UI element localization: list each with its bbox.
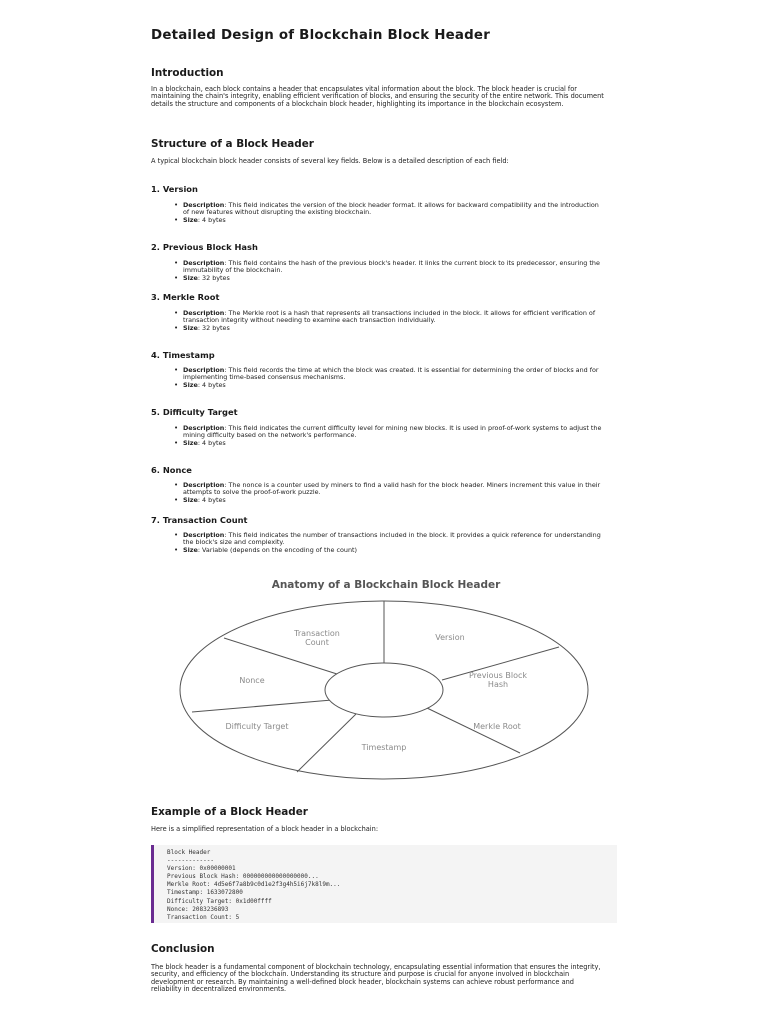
size-label: Size [183, 380, 198, 389]
size-value: 4 bytes [202, 215, 226, 224]
field-title-transaction-count: 7. Transaction Count [151, 515, 248, 525]
diagram-segment-label: Difficulty Target [225, 722, 289, 731]
code-line: Block Header [167, 849, 211, 856]
diagram-center [325, 663, 443, 717]
size-label: Size [183, 545, 198, 554]
code-line: Merkle Root: 4d5e6f7a8b9c0d1e2f3g4h5i6j7k8l9m... [167, 881, 341, 889]
code-line: Version: 0x00000001 [167, 865, 236, 873]
field-list-timestamp [174, 367, 604, 389]
diagram-spoke [297, 714, 356, 772]
desc-label: Description [183, 259, 225, 267]
field-desc-item: • Description: The Merkle root is a hash that represents all transactions included in the block. It allows for efficient verification of transaction integrity without needing to examine each transaction individually. [174, 310, 604, 325]
diagram-title: Anatomy of a Blockchain Block Header [271, 579, 501, 591]
field-size-item: • Size: 4 bytes [174, 497, 604, 504]
intro-heading: Introduction [151, 67, 224, 79]
intro-text: In a blockchain, each block contains a header that encapsulates vital information about the block. The block header is crucial for maintaining the chain's integrity, enabling efficient verification of blocks, and ensuring the security of the entire network. This document details the structure and components of a blockchain block header, highlighting its importance in the blockchain ecosystem. [151, 85, 604, 108]
code-block [151, 845, 617, 923]
desc-text: This field indicates the version of the block header format. It allows for backward compatibility and the introduction of new features without disrupting the existing blockchain. [183, 201, 599, 217]
desc-text: This field indicates the number of transactions included in the block. It provides a quick reference for understanding the block's size and complexity. [183, 531, 601, 547]
diagram-segment-label: Nonce [239, 676, 265, 685]
code-line: Transaction Count: 5 [167, 913, 240, 921]
field-title-timestamp: 4. Timestamp [151, 350, 215, 360]
field-title-nonce: 6. Nonce [151, 465, 192, 475]
code-text [154, 845, 617, 922]
page-title: Detailed Design of Blockchain Block Header [151, 28, 490, 43]
size-value: 4 bytes [202, 495, 226, 504]
field-list-nonce [174, 482, 604, 504]
field-size-item: • Size: 4 bytes [174, 217, 604, 224]
diagram-segment-label: Merkle Root [473, 722, 521, 731]
size-value: Variable (depends on the encoding of the count) [202, 545, 358, 554]
size-value: 32 bytes [202, 323, 230, 332]
field-desc-item: • Description: This field indicates the current difficulty level for mining new blocks. It is used in proof-of-work systems to adjust the mining difficulty based on the network's performance. [174, 425, 604, 440]
desc-text: This field contains the hash of the previous block's header. It links the current block to its predecessor, ensuring the immutability of the blockchain. [183, 259, 600, 275]
code-line: Timestamp: 1633072800 [167, 889, 243, 897]
block-header-diagram [171, 572, 601, 792]
size-label: Size [183, 323, 198, 332]
field-size-item: • Size: 32 bytes [174, 275, 604, 282]
field-title-version: 1. Version [151, 184, 198, 194]
code-line: Nonce: 2083236893 [167, 905, 229, 913]
desc-label: Description [183, 424, 225, 432]
desc-text: This field records the time at which the block was created. It is essential for determining the order of blocks and for implementing time-based consensus mechanisms. [183, 366, 599, 382]
field-list-version [174, 202, 604, 224]
desc-label: Description [183, 481, 225, 489]
size-value: 32 bytes [202, 273, 230, 282]
field-list-merkle-root [174, 310, 604, 332]
field-title-merkle-root: 3. Merkle Root [151, 292, 220, 302]
desc-text: The nonce is a counter used by miners to find a valid hash for the block header. Miners increment this value in their attempts to solve the proof-of-work puzzle. [183, 481, 601, 497]
diagram-segment-label: Version [435, 633, 465, 642]
field-size-item: • Size: 4 bytes [174, 382, 604, 389]
field-desc-item: • Description: This field contains the hash of the previous block's header. It links the current block to its predecessor, ensuring the immutability of the blockchain. [174, 260, 604, 275]
size-value: 4 bytes [202, 380, 226, 389]
field-size-item: • Size: Variable (depends on the encoding of the count) [174, 547, 604, 554]
conclusion-text: The block header is a fundamental component of blockchain technology, encapsulating essential information that ensures the integrity, security, and efficiency of the blockchain. Understanding its structure and purpose is crucial for anyone involved in blockchain development or research. By maintaining a well-defined block header, blockchain systems can achieve robust performance and reliability in decentralized environments. [151, 963, 601, 994]
desc-label: Description [183, 366, 225, 374]
field-list-difficulty [174, 425, 604, 447]
structure-text: A typical blockchain block header consists of several key fields. Below is a detailed description of each field: [151, 157, 509, 165]
field-size-item: • Size: 32 bytes [174, 325, 604, 332]
size-label: Size [183, 273, 198, 282]
field-list-previous-hash [174, 260, 604, 282]
conclusion-heading: Conclusion [151, 943, 215, 955]
code-line: Difficulty Target: 0x1d00ffff [167, 897, 272, 905]
diagram-segment-label: Timestamp [361, 743, 407, 752]
desc-text: This field indicates the current difficulty level for mining new blocks. It is used in proof-of-work systems to adjust the mining difficulty based on the network's performance. [183, 424, 602, 440]
field-title-difficulty: 5. Difficulty Target [151, 407, 238, 417]
field-size-item: • Size: 4 bytes [174, 440, 604, 447]
field-desc-item: • Description: This field indicates the number of transactions included in the block. It provides a quick reference for understanding the block's size and complexity. [174, 532, 604, 547]
desc-label: Description [183, 531, 225, 539]
size-value: 4 bytes [202, 438, 226, 447]
field-list-transaction-count [174, 532, 604, 554]
diagram-segment-label: Previous Block Hash [469, 671, 527, 689]
diagram-spoke [192, 700, 332, 712]
desc-label: Description [183, 309, 225, 317]
desc-label: Description [183, 201, 225, 209]
field-title-previous-hash: 2. Previous Block Hash [151, 242, 258, 252]
desc-text: The Merkle root is a hash that represents all transactions included in the block. It allows for efficient verification of transaction integrity without needing to examine each transaction individually. [183, 309, 596, 325]
size-label: Size [183, 215, 198, 224]
structure-heading: Structure of a Block Header [151, 138, 314, 150]
diagram-segment-label: Transaction Count [294, 629, 340, 647]
example-text: Here is a simplified representation of a block header in a blockchain: [151, 825, 379, 833]
size-label: Size [183, 495, 198, 504]
field-desc-item: • Description: The nonce is a counter used by miners to find a valid hash for the block header. Miners increment this value in their attempts to solve the proof-of-work puzzle. [174, 482, 604, 497]
field-desc-item: • Description: This field indicates the version of the block header format. It allows for backward compatibility and the introduction of new features without disrupting the existing blockchain. [174, 202, 604, 217]
size-label: Size [183, 438, 198, 447]
code-line: Previous Block Hash: 000000000000000000... [167, 873, 319, 881]
code-line: ------------- [167, 857, 214, 865]
field-desc-item: • Description: This field records the time at which the block was created. It is essential for determining the order of blocks and for implementing time-based consensus mechanisms. [174, 367, 604, 382]
example-heading: Example of a Block Header [151, 806, 308, 818]
